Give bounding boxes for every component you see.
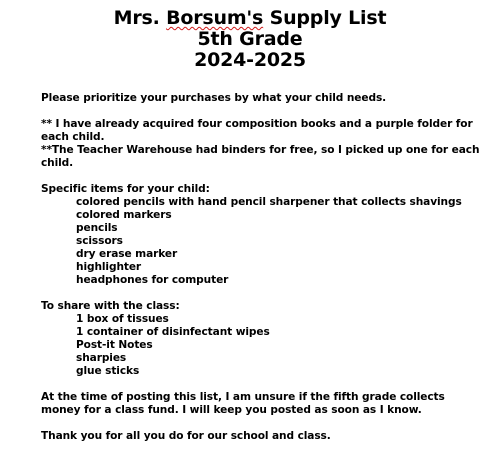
spacer xyxy=(41,105,481,118)
list-item: pencils xyxy=(76,222,118,234)
spacer xyxy=(41,378,481,391)
share-items-list xyxy=(41,313,481,378)
title-line xyxy=(0,8,500,29)
specific-items-list xyxy=(41,196,481,287)
list-item: highlighter xyxy=(76,261,142,273)
list-item: colored markers xyxy=(76,209,172,221)
closing-paragraph: At the time of posting this list, I am unsure if the fifth grade collects money for a class fund. I will keep you posted as soon as I know. xyxy=(41,391,445,416)
list-item: headphones for computer xyxy=(76,274,229,286)
note-2: **The Teacher Warehouse had binders for free, so I picked up one for each child. xyxy=(41,144,480,169)
spacer xyxy=(41,417,481,430)
year-line: 2024-2025 xyxy=(194,49,306,71)
list-item: 1 box of tissues xyxy=(76,313,169,325)
list-item: dry erase marker xyxy=(76,248,178,260)
title-name: Borsum's xyxy=(166,7,264,29)
grade-line: 5th Grade xyxy=(197,28,303,50)
list-item: glue sticks xyxy=(76,365,140,377)
list-item: sharpies xyxy=(76,352,127,364)
intro-text: Please prioritize your purchases by what your child needs. xyxy=(41,92,387,104)
thank-you-text: Thank you for all you do for our school and class. xyxy=(41,430,331,442)
spacer xyxy=(41,170,481,183)
title-prefix: Mrs. xyxy=(113,7,167,29)
list-item: scissors xyxy=(76,235,123,247)
list-item: Post-it Notes xyxy=(76,339,153,351)
title-suffix: Supply List xyxy=(263,7,387,29)
title-block xyxy=(0,8,500,71)
spacer xyxy=(41,287,481,300)
list-item: 1 container of disinfectant wipes xyxy=(76,326,270,338)
list-item: colored pencils with hand pencil sharpener that collects shavings xyxy=(76,196,462,208)
note-1: ** I have already acquired four composition books and a purple folder for each child. xyxy=(41,118,473,143)
specific-heading: Specific items for your child: xyxy=(41,183,210,195)
share-heading: To share with the class: xyxy=(41,300,180,312)
document-body xyxy=(41,92,481,443)
